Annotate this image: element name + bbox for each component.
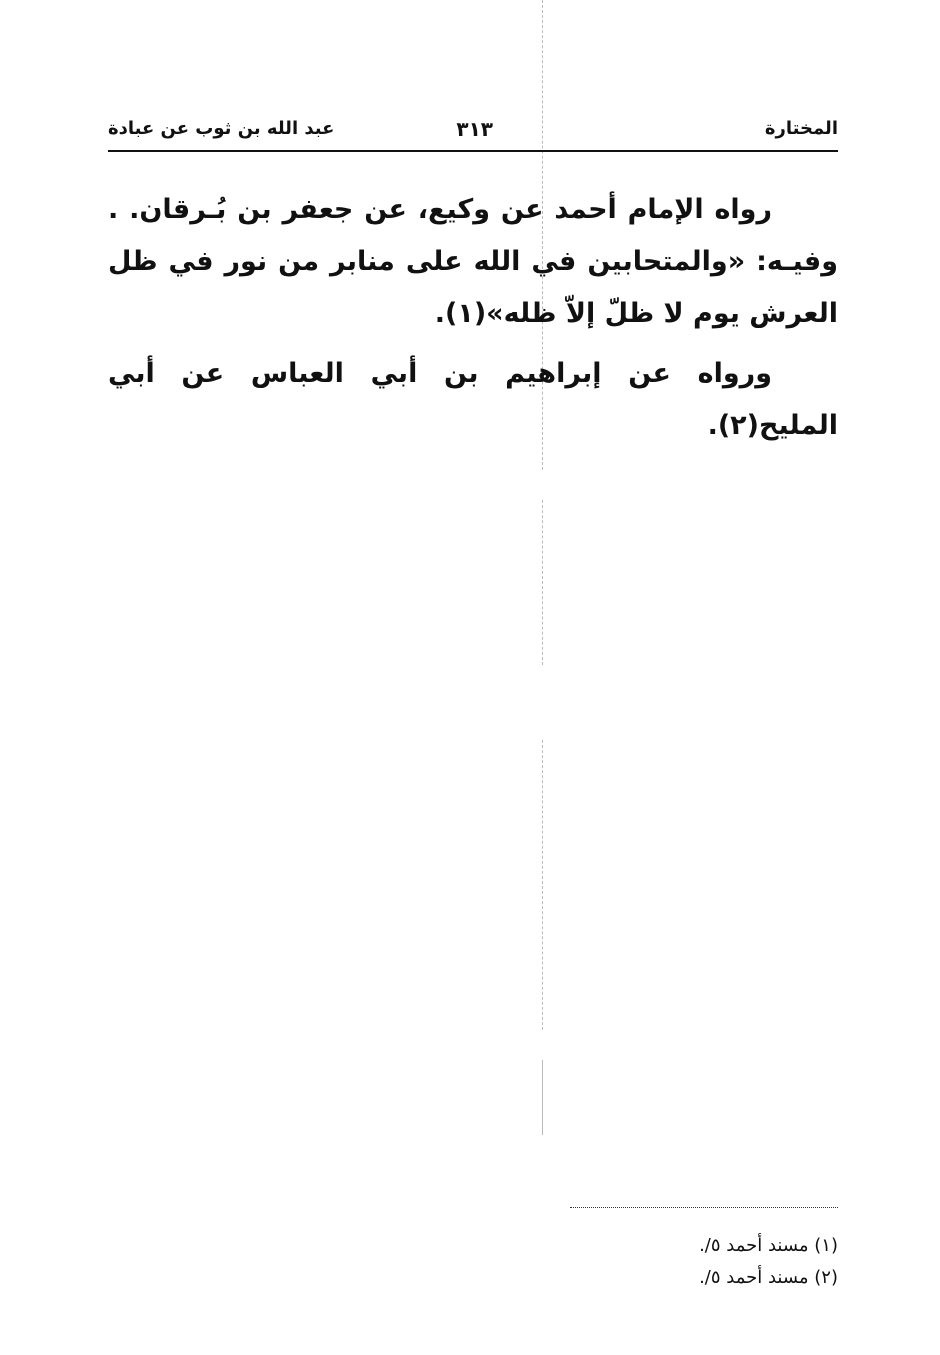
gutter-line xyxy=(542,740,543,1030)
gutter-line xyxy=(542,1060,543,1135)
main-text xyxy=(108,184,838,452)
footnotes xyxy=(108,1230,838,1294)
running-header xyxy=(108,112,838,148)
paragraph-1: رواه الإمام أحمد عن وكيع، عن جعفر بن بُـرقان. . وفيـه: «والمتحابين في الله على منابر من نور في ظل العرش يوم لا ظلّ إلاّ ظله»(١). xyxy=(108,194,838,329)
header-chapter-title: عبد الله بن ثوب عن عبادة xyxy=(108,118,335,139)
header-book-title: المختارة xyxy=(764,118,838,139)
footnote-1: (١) مسند أحمد ٥/. xyxy=(699,1235,838,1256)
gutter-line xyxy=(542,500,543,665)
footnote-2: (٢) مسند أحمد ٥/. xyxy=(699,1267,838,1288)
paragraph-2: ورواه عن إبراهيم بن أبي العباس عن أبي المليح(٢). xyxy=(108,358,838,441)
footnote-divider xyxy=(570,1207,838,1208)
header-divider xyxy=(108,150,838,152)
page-number: ٣١٣ xyxy=(456,117,493,141)
